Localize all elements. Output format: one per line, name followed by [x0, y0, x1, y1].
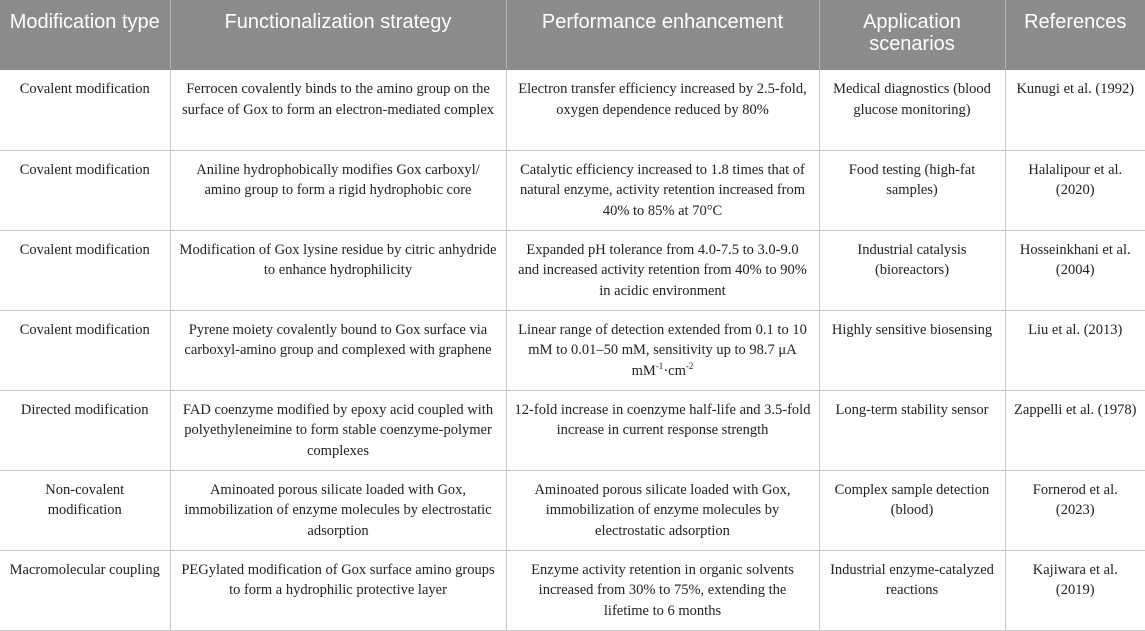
header-functionalization-strategy: Functionalization strategy	[170, 0, 506, 70]
cell-application: Industrial catalysis (bioreactors)	[819, 230, 1005, 310]
cell-application: Industrial enzyme-catalyzed reactions	[819, 550, 1005, 630]
cell-application: Complex sample detection (blood)	[819, 470, 1005, 550]
cell-reference: Kunugi et al. (1992)	[1005, 70, 1145, 150]
cell-modification-type: Covalent modification	[0, 230, 170, 310]
cell-strategy: PEGylated modification of Gox surface amino groups to form a hydrophilic protective layer	[170, 550, 506, 630]
cell-reference: Zappelli et al. (1978)	[1005, 390, 1145, 470]
cell-strategy: Ferrocen covalently binds to the amino group on the surface of Gox to form an electron-mediated complex	[170, 70, 506, 150]
table-body	[0, 70, 1145, 630]
table-row	[0, 550, 1145, 630]
cell-performance: Catalytic efficiency increased to 1.8 times that of natural enzyme, activity retention increased from 40% to 85% at 70°C	[506, 150, 819, 230]
cell-performance: Enzyme activity retention in organic solvents increased from 30% to 75%, extending the lifetime to 6 months	[506, 550, 819, 630]
cell-modification-type: Covalent modification	[0, 150, 170, 230]
header-application-scenarios: Application scenarios	[819, 0, 1005, 70]
cell-modification-type: Directed modification	[0, 390, 170, 470]
cell-performance: Expanded pH tolerance from 4.0-7.5 to 3.0-9.0 and increased activity retention from 40% to 90% in acidic environment	[506, 230, 819, 310]
cell-reference: Hosseinkhani et al. (2004)	[1005, 230, 1145, 310]
header-row	[0, 0, 1145, 70]
header-modification-type: Modification type	[0, 0, 170, 70]
superscript-exponent: -2	[685, 360, 694, 371]
cell-modification-type: Covalent modification	[0, 310, 170, 390]
cell-reference: Fornerod et al. (2023)	[1005, 470, 1145, 550]
cell-application: Long-term stability sensor	[819, 390, 1005, 470]
cell-strategy: Aminoated porous silicate loaded with Gox, immobilization of enzyme molecules by electrostatic adsorption	[170, 470, 506, 550]
cell-performance	[506, 310, 819, 390]
table-row	[0, 470, 1145, 550]
cell-strategy: Aniline hydrophobically modifies Gox carboxyl/ amino group to form a rigid hydrophobic core	[170, 150, 506, 230]
cell-performance: Electron transfer efficiency increased by 2.5-fold, oxygen dependence reduced by 80%	[506, 70, 819, 150]
cell-reference: Halalipour et al. (2020)	[1005, 150, 1145, 230]
table-row	[0, 70, 1145, 150]
cell-application: Medical diagnostics (blood glucose monitoring)	[819, 70, 1005, 150]
header-performance-enhancement: Performance enhancement	[506, 0, 819, 70]
header-references: References	[1005, 0, 1145, 70]
table-row	[0, 390, 1145, 470]
cell-modification-type: Covalent modification	[0, 70, 170, 150]
table-header	[0, 0, 1145, 70]
cell-modification-type: Macromolecular coupling	[0, 550, 170, 630]
cell-reference: Kajiwara et al. (2019)	[1005, 550, 1145, 630]
cell-strategy: FAD coenzyme modified by epoxy acid coupled with polyethyleneimine to form stable coenzyme-polymer complexes	[170, 390, 506, 470]
cell-strategy: Modification of Gox lysine residue by citric anhydride to enhance hydrophilicity	[170, 230, 506, 310]
cell-application: Highly sensitive biosensing	[819, 310, 1005, 390]
cell-reference: Liu et al. (2013)	[1005, 310, 1145, 390]
table-row	[0, 230, 1145, 310]
superscript-exponent: -1	[655, 360, 664, 371]
cell-modification-type: Non-covalent modification	[0, 470, 170, 550]
cell-performance: 12-fold increase in coenzyme half-life and 3.5-fold increase in current response strength	[506, 390, 819, 470]
cell-strategy: Pyrene moiety covalently bound to Gox surface via carboxyl-amino group and complexed with graphene	[170, 310, 506, 390]
performance-text: Linear range of detection extended from 0.1 to 10 mM to 0.01–50 mM, sensitivity up to 98.7 μA mM	[518, 321, 807, 379]
table-row	[0, 150, 1145, 230]
performance-unit: ·cm	[663, 362, 686, 379]
cell-application: Food testing (high-fat samples)	[819, 150, 1005, 230]
cell-performance: Aminoated porous silicate loaded with Gox, immobilization of enzyme molecules by electrostatic adsorption	[506, 470, 819, 550]
table-row	[0, 310, 1145, 390]
